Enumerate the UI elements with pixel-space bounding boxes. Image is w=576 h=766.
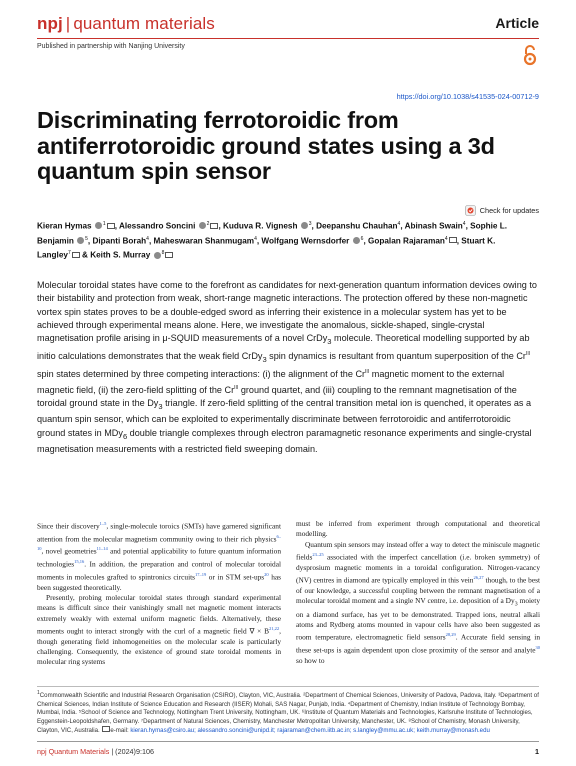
author-name[interactable]: Wolfgang Wernsdorfer — [261, 236, 350, 246]
check-for-updates-button[interactable] — [465, 205, 539, 216]
doi-link[interactable]: https://doi.org/10.1038/s41535-024-00712-9 — [396, 92, 539, 101]
partner-note: Published in partnership with Nanjing University — [37, 43, 185, 50]
mail-icon[interactable] — [165, 252, 173, 258]
reference-link[interactable]: 28,29 — [445, 632, 456, 638]
reference-link[interactable]: 17–19 — [195, 571, 207, 577]
author-name[interactable]: Sophie L. Benjamin — [37, 221, 507, 246]
mail-icon[interactable] — [72, 252, 80, 258]
check-updates-label: Check for updates — [479, 206, 539, 215]
orcid-icon[interactable] — [95, 222, 102, 229]
reference-link[interactable]: 20 — [264, 571, 269, 577]
reference-link[interactable]: 6–10 — [37, 533, 281, 552]
body-column-right — [296, 519, 540, 666]
author-name[interactable]: Dipanti Borah — [92, 236, 147, 246]
author-name[interactable]: Deepanshu Chauhan — [316, 221, 398, 231]
orcid-icon[interactable] — [154, 252, 161, 259]
author-name[interactable]: Kuduva R. Vignesh — [223, 221, 298, 231]
email-links[interactable]: kieran.hymas@csiro.au; alessandro.soncini@unipd.it; rajaraman@chem.iitb.ac.in; s.langley@mmu.ac.uk; keith.murray@monash.edu — [130, 727, 490, 735]
reference-link[interactable]: 1–5 — [99, 521, 107, 526]
author-name[interactable]: Alessandro Soncini — [118, 221, 196, 231]
reference-link[interactable]: 23–25 — [312, 551, 324, 557]
article-type-label: Article — [495, 15, 539, 31]
mail-icon[interactable] — [449, 237, 457, 243]
author-name[interactable]: Maheswaran Shanmugam — [153, 236, 255, 246]
mail-icon[interactable] — [107, 223, 115, 229]
affiliations-divider — [37, 686, 539, 687]
orcid-icon[interactable] — [301, 222, 308, 229]
check-updates-icon — [465, 205, 476, 216]
author-name[interactable]: Kieran Hymas — [37, 221, 92, 231]
reference-link[interactable]: 30 — [535, 645, 540, 651]
affiliations: $^1$Commonwealth Scientific and Industrial Research Organisation (CSIRO), Clayton, VIC, Australia. ²Department of Chemical Sciences, University of Padova, Padova, Italy. ³Department of Chemical Sciences, Indian Institute of Science Education and Research (IISER) Mohali, SAS Nagar, Punjab, India. ⁴Department of Chemistry, Indian Institute of Technology Bombay, Mumbai, India. ⁵School of Science and Technology, Nottingham Trent University, Nottingham, UK. ⁶Institute of Quantum Materials and Technologies, Karlsruhe Institute of Technologies, Eggenstein-Leopoldshafen, Germany. ⁷Department of Natural Sciences, Chemistry, Manchester Metropolitan University, Manchester, UK. ⁸School of Chemistry, Monash University, Clayton, VIC, Australia. e-mail: kieran.hymas@csiro.au; alessandro.soncini@unipd.it; rajaraman@chem.iitb.ac.in; s.langley@mmu.ac.uk; keith.murray@monash.edu — [37, 690, 539, 735]
body-paragraph: Since their discovery$^{1-5}$, single-molecule toroics (SMTs) have garnered significant attention from the molecular magnetism community owing to their rich physics$^{6-10}$, novel geometries$^{11-14}$ and potential applicability to future quantum information technologies$^{15,16}$. In addition, the preparation and control of molecular toroidal moments in molecules grafted to spintronics circuits$^{17-19}$ or in STM set-ups$^{20}$ has been suggested theoretically. — [37, 521, 282, 592]
header-divider — [37, 38, 539, 39]
body-paragraph: Presently, probing molecular toroidal states through standard experimental means is difficult since their vanishingly small net magnetic moment interacts extremely weakly with external uniform magnetic fields. Alternatively, these moments ought to interact strongly with the curl of a magnetic field ∇ × B$^{21,22}$, though generating field inhomogeneities on the molecular scale is particularly challenging. Consequently, the existence of ground state toroidal moments in molecular ring systems — [37, 592, 281, 667]
footer-divider — [37, 741, 539, 742]
reference-link[interactable]: 15,16 — [74, 559, 85, 565]
orcid-icon[interactable] — [353, 237, 360, 244]
article-title: Discriminating ferrotoroidic from antiferrotoroidic ground states using a 3d quantum spin sensor — [37, 107, 495, 184]
journal-name[interactable]: npj | quantum materials — [37, 14, 215, 33]
reference-link[interactable]: 11–14 — [96, 546, 108, 552]
mail-icon[interactable] — [210, 223, 218, 229]
author-name[interactable]: Abinash Swain — [404, 221, 463, 231]
page-number: 1 — [535, 747, 539, 756]
open-access-icon[interactable] — [523, 44, 537, 66]
body-paragraph: must be inferred from experiment through computational and theoretical modelling. — [296, 519, 540, 539]
orcid-icon[interactable] — [77, 237, 84, 244]
orcid-icon[interactable] — [199, 222, 206, 229]
author-name[interactable]: Stuart K. Langley — [37, 236, 496, 261]
author-list: Kieran Hymas $^1$ , Alessandro Soncini $^2$ , Kuduva R. Vignesh $^3$, Deepanshu Chauhan$^4$, Abinash Swain$^4$, Sophie L. Benjamin $^5$, Dipanti Borah$^4$, Maheswaran Shanmugam$^4$, Wolfgang Wernsdorfer $^6$, Gopalan Rajaraman$^4$ , Stuart K. Langley$^7$ & Keith S. Murray $^8$ — [37, 221, 507, 261]
reference-link[interactable]: 26,27 — [473, 574, 484, 580]
journal-header — [37, 14, 539, 36]
author-name[interactable]: Gopalan Rajaraman — [368, 236, 445, 246]
body-column-left — [37, 519, 281, 667]
footer-citation: npj Quantum Materials | (2024)9:106 — [37, 747, 154, 756]
author-name[interactable]: Keith S. Murray — [90, 251, 151, 261]
mail-icon — [102, 726, 110, 732]
body-paragraph: Quantum spin sensors may instead offer a way to detect the miniscule magnetic fields$^{23-25}$ associated with the imperfect cancellation (i.e. broken symmetry) of dysprosium magnetic moments in a toroidal configuration. Nitrogen-vacancy (NV) centres in diamond are typically employed in this vein$^{26,27}$ though, to the best of our knowledge, a successful coupling between the remnant magnetisation of a molecular toroidal moment and a single NV centre, i.e. deposition of a $Dy_3$ moiety on a diamond surface, has yet to be demonstrated. Trapped ions, neutral alkali atoms and Rydberg atoms mounted in vapour cells have also been suggested as room temperature, electromagnetic field sensors$^{28,29}$. Accurate field sensing in these set-ups is again dependent upon close proximity of the sensor and analyte$^{30}$ so how to — [296, 539, 540, 665]
abstract: Molecular toroidal states have come to the forefront as candidates for next-generation quantum information devices owing to their bistability and protection from weak, short-range magnetic interactions. The protection offered by these non-magnetic vortex spin states proves to be a double-edged sword as inferring their existence in a molecular system has yet to be achieved through experimental means alone. Here, we investigate the anomalous, sickle-shaped, single-crystal magnetisation profile arising in μ-SQUID measurements of a novel CrDy$_3$ molecule. Theoretical modelling supported by ab initio calculations demonstrates that the weak field CrDy$_3$ spin dynamics is resultant from quantum superposition of the $Cr^{III}$ spin states determined by three competing interactions: (i) the alignment of the $Cr^{III}$ magnetic moment to the external magnetic field, (ii) the zero-field splitting of the $Cr^{III}$ ground quartet, and (iii) coupling to the remnant magnetisation of the toroidal ground state in the $Dy_3$ triangle. If zero-field splitting of the central transition metal ion is quenched, it operates as a quantum spin sensor, which can be exploited to experimentally discriminate between ferrotoroidic and antiferrotoroidic ground states in MDy$_6$ double triangle complexes through electron paramagnetic resonance experiments and single-crystal magnetisation measurements with a restricted field sweeping domain. — [37, 280, 537, 454]
reference-link[interactable]: 21,22 — [269, 625, 280, 631]
